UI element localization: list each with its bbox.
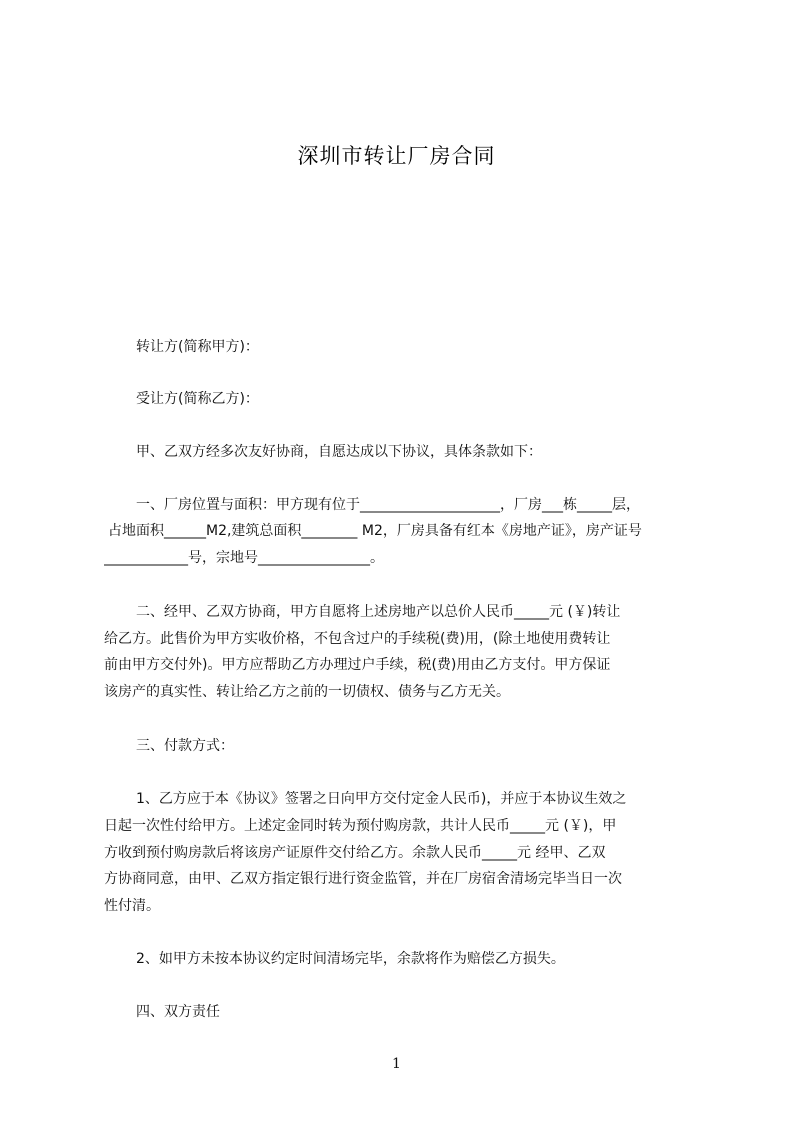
section3-item1-line-5: 性付清。 (104, 898, 160, 914)
intro-paragraph: 甲、乙双方经多次友好协商，自愿达成以下协议，具体条款如下： (136, 444, 542, 460)
section3-item1-line-1: 1、乙方应于本《协议》签署之日向甲方交付定金人民币)，并应于本协议生效之 (136, 791, 627, 807)
section2-line-4: 该房产的真实性、转让给乙方之前的一切债权、债务与乙方无关。 (104, 684, 510, 700)
section3-item2: 2、如甲方未按本协议约定时间清场完毕，余款将作为赔偿乙方损失。 (136, 951, 565, 967)
section3-item1-line-4: 方协商同意，由甲、乙双方指定银行进行资金监管，并在厂房宿舍清场完毕当日一次 (104, 871, 622, 887)
page-number: 1 (392, 1056, 401, 1072)
section3-heading: 三、付款方式： (136, 738, 234, 754)
section3-item1-line-2: 日起一次性付给甲方。上述定金同时转为预付购房款，共计人民币_____元 (￥)，甲 (104, 818, 617, 834)
section1-line-2: 占地面积______M2,建筑总面积________ M2，厂房具备有红本《房地产证》，房产证号 (108, 523, 642, 539)
party-a-line: 转让方(简称甲方)： (136, 339, 259, 355)
party-b-line: 受让方(简称乙方)： (136, 391, 259, 407)
section2-line-3: 前由甲方交付外)。甲方应帮助乙方办理过户手续，税(费)用由乙方支付。甲方保证 (104, 657, 611, 673)
section2-line-2: 给乙方。此售价为甲方实收价格，不包含过户的手续税(费)用，(除土地使用费转让 (104, 631, 611, 647)
section3-item1-line-3: 方收到预付购房款后将该房产证原件交付给乙方。余款人民币_____元 经甲、乙双 (104, 845, 606, 861)
document-title: 深圳市转让厂房合同 (297, 144, 496, 168)
section1-line-1: 一、厂房位置与面积：甲方现有位于____________________，厂房___栋_____层， (136, 497, 640, 513)
section4-heading: 四、双方责任 (136, 1004, 220, 1020)
section1-line-3: ____________号，宗地号________________。 (104, 550, 384, 566)
section2-line-1: 二、经甲、乙双方协商，甲方自愿将上述房地产以总价人民币_____元 (￥)转让 (136, 604, 621, 620)
